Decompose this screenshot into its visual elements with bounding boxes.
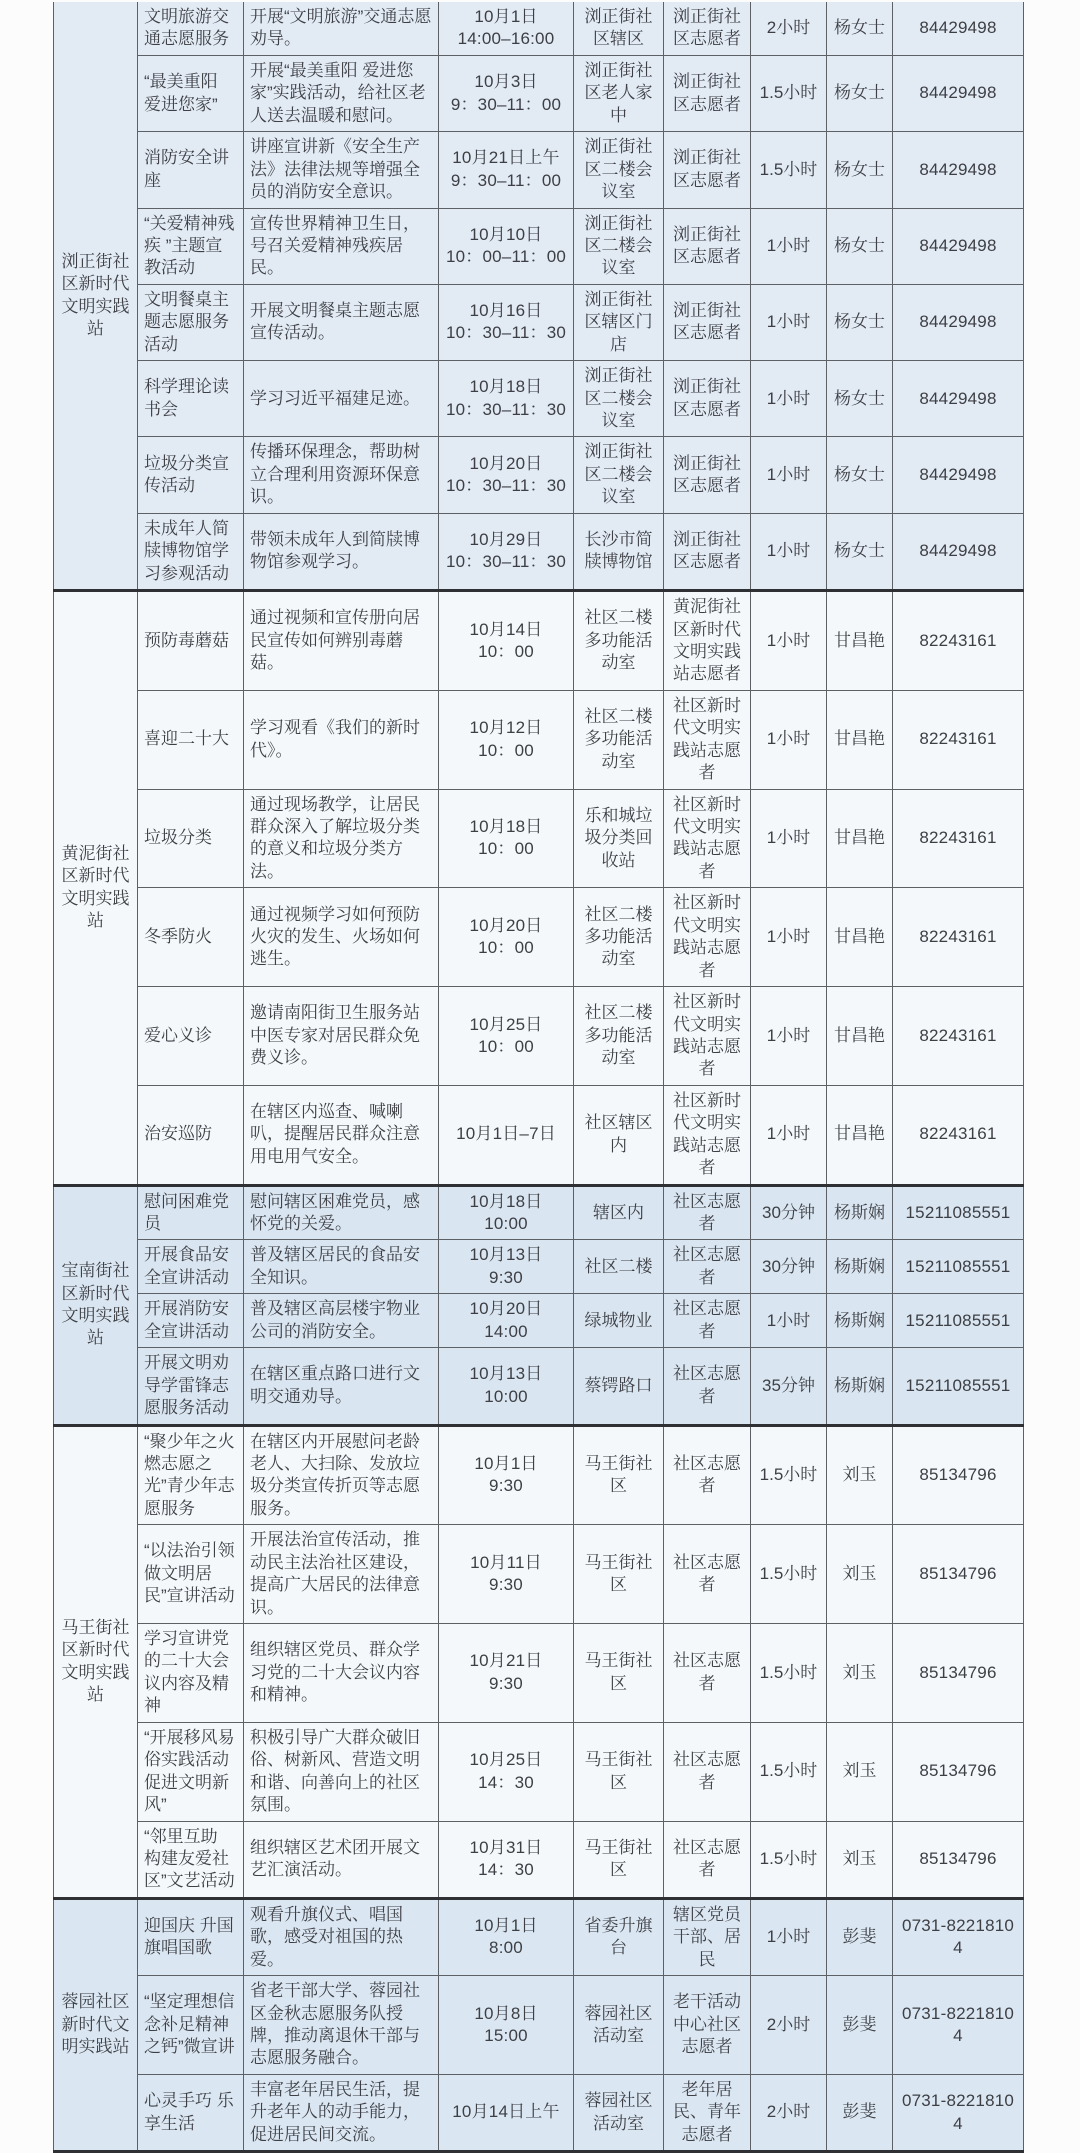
- activity-cell: 消防安全讲座: [138, 132, 244, 208]
- contact-cell: 甘昌艳: [827, 690, 893, 789]
- activity-cell: 喜迎二十大: [138, 690, 244, 789]
- time-cell: 10月13日 10:00: [439, 1348, 574, 1425]
- time-cell: 10月20日 10：00: [439, 888, 574, 987]
- table-body: [54, 2, 1024, 2152]
- description-cell: 讲座宣讲新《安全生产法》法律法规等增强全员的消防安全意识。: [244, 132, 439, 208]
- contact-cell: 杨女士: [827, 513, 893, 590]
- participants-cell: 辖区党员干部、居民: [664, 1898, 751, 1975]
- phone-cell: 85134796: [893, 1821, 1024, 1898]
- time-cell: 10月1日 8:00: [439, 1898, 574, 1975]
- description-cell: 开展“最美重阳 爱进您家”实践活动，给社区老人送去温暖和慰问。: [244, 55, 439, 131]
- time-cell: 10月1日 9:30: [439, 1425, 574, 1525]
- description-cell: 开展法治宣传活动，推动民主法治社区建设，提高广大居民的法律意识。: [244, 1525, 439, 1624]
- time-cell: 10月25日 10：00: [439, 987, 574, 1086]
- phone-cell: 82243161: [893, 591, 1024, 691]
- time-cell: 10月21日 9:30: [439, 1624, 574, 1723]
- location-cell: 社区辖区内: [574, 1085, 664, 1185]
- time-cell: 10月8日 15:00: [439, 1976, 574, 2075]
- participants-cell: 社区志愿者: [664, 1348, 751, 1425]
- activity-cell: “关爱精神残疾 ”主题宣教活动: [138, 208, 244, 284]
- volunteer-activity-table: [53, 2, 1024, 2153]
- participants-cell: 社区志愿者: [664, 1185, 751, 1240]
- duration-cell: 2小时: [751, 1976, 827, 2075]
- table-row: [54, 513, 1024, 590]
- location-cell: 辖区内: [574, 1185, 664, 1240]
- activity-cell: 开展消防安全宣讲活动: [138, 1294, 244, 1348]
- location-cell: 马王街社区: [574, 1624, 664, 1723]
- table-row: [54, 1348, 1024, 1425]
- location-cell: 社区二楼多功能活动室: [574, 987, 664, 1086]
- phone-cell: 85134796: [893, 1425, 1024, 1525]
- description-cell: 慰问辖区困难党员，感怀党的关爱。: [244, 1185, 439, 1240]
- table-row: [54, 2074, 1024, 2151]
- participants-cell: 浏正街社区志愿者: [664, 132, 751, 208]
- station-name-cell: 浏正街社区新时代文明实践站: [54, 2, 138, 591]
- duration-cell: 1小时: [751, 437, 827, 513]
- description-cell: 通过视频和宣传册向居民宣传如何辨别毒蘑菇。: [244, 591, 439, 691]
- phone-cell: 84429498: [893, 55, 1024, 131]
- description-cell: 开展文明餐桌主题志愿宣传活动。: [244, 284, 439, 360]
- phone-cell: 84429498: [893, 132, 1024, 208]
- description-cell: 组织辖区艺术团开展文艺汇演活动。: [244, 1821, 439, 1898]
- duration-cell: 1.5小时: [751, 1525, 827, 1624]
- participants-cell: 社区新时代文明实践站志愿者: [664, 789, 751, 888]
- duration-cell: 1小时: [751, 284, 827, 360]
- time-cell: 10月18日 10:00: [439, 1185, 574, 1240]
- activity-cell: 文明餐桌主题志愿服务活动: [138, 284, 244, 360]
- table-row: [54, 55, 1024, 131]
- phone-cell: 82243161: [893, 987, 1024, 1086]
- phone-cell: 82243161: [893, 1085, 1024, 1185]
- participants-cell: 黄泥街社区新时代文明实践站志愿者: [664, 591, 751, 691]
- activity-cell: 学习宣讲党的二十大会议内容及精神: [138, 1624, 244, 1723]
- phone-cell: 82243161: [893, 690, 1024, 789]
- contact-cell: 杨斯娴: [827, 1348, 893, 1425]
- description-cell: 在辖区内开展慰问老龄老人、大扫除、发放垃圾分类宣传折页等志愿服务。: [244, 1425, 439, 1525]
- contact-cell: 刘玉: [827, 1821, 893, 1898]
- activity-cell: 垃圾分类宣传活动: [138, 437, 244, 513]
- table-row: [54, 1425, 1024, 1525]
- contact-cell: 杨女士: [827, 55, 893, 131]
- contact-cell: 杨女士: [827, 132, 893, 208]
- activity-cell: “聚少年之火 燃志愿之光”青少年志愿服务: [138, 1425, 244, 1525]
- activity-schedule-table: [53, 2, 1024, 2153]
- duration-cell: 1小时: [751, 690, 827, 789]
- time-cell: 10月14日上午: [439, 2074, 574, 2151]
- table-row: [54, 789, 1024, 888]
- location-cell: 浏正街社区二楼会议室: [574, 361, 664, 437]
- contact-cell: 杨斯娴: [827, 1240, 893, 1294]
- table-row: [54, 888, 1024, 987]
- contact-cell: 甘昌艳: [827, 987, 893, 1086]
- phone-cell: 82243161: [893, 789, 1024, 888]
- time-cell: 10月10日 10：00–11：00: [439, 208, 574, 284]
- table-row: [54, 987, 1024, 1086]
- location-cell: 马王街社区: [574, 1722, 664, 1821]
- contact-cell: 彭斐: [827, 1976, 893, 2075]
- phone-cell: 84429498: [893, 208, 1024, 284]
- duration-cell: 30分钟: [751, 1240, 827, 1294]
- contact-cell: 刘玉: [827, 1722, 893, 1821]
- participants-cell: 社区新时代文明实践站志愿者: [664, 1085, 751, 1185]
- location-cell: 浏正街社区辖区: [574, 2, 664, 55]
- location-cell: 蔡锷路口: [574, 1348, 664, 1425]
- duration-cell: 1小时: [751, 1085, 827, 1185]
- participants-cell: 社区志愿者: [664, 1240, 751, 1294]
- description-cell: 普及辖区居民的食品安全知识。: [244, 1240, 439, 1294]
- table-row: [54, 1085, 1024, 1185]
- table-row: [54, 2, 1024, 55]
- phone-cell: 84429498: [893, 361, 1024, 437]
- time-cell: 10月18日 10：00: [439, 789, 574, 888]
- duration-cell: 1小时: [751, 1294, 827, 1348]
- table-row: [54, 591, 1024, 691]
- location-cell: 绿城物业: [574, 1294, 664, 1348]
- duration-cell: 1小时: [751, 789, 827, 888]
- contact-cell: 彭斐: [827, 1898, 893, 1975]
- participants-cell: 浏正街社区志愿者: [664, 2, 751, 55]
- location-cell: 长沙市简牍博物馆: [574, 513, 664, 590]
- participants-cell: 社区志愿者: [664, 1722, 751, 1821]
- description-cell: 丰富老年居民生活，提升老年人的动手能力，促进居民间交流。: [244, 2074, 439, 2151]
- location-cell: 蓉园社区活动室: [574, 1976, 664, 2075]
- participants-cell: 社区新时代文明实践站志愿者: [664, 690, 751, 789]
- location-cell: 浏正街社区老人家中: [574, 55, 664, 131]
- activity-cell: 爱心义诊: [138, 987, 244, 1086]
- description-cell: 邀请南阳街卫生服务站中医专家对居民群众免费义诊。: [244, 987, 439, 1086]
- phone-cell: 15211085551: [893, 1185, 1024, 1240]
- participants-cell: 浏正街社区志愿者: [664, 513, 751, 590]
- activity-cell: 文明旅游交通志愿服务: [138, 2, 244, 55]
- activity-cell: 科学理论读书会: [138, 361, 244, 437]
- table-row: [54, 1976, 1024, 2075]
- participants-cell: 浏正街社区志愿者: [664, 284, 751, 360]
- table-row: [54, 132, 1024, 208]
- duration-cell: 1.5小时: [751, 55, 827, 131]
- time-cell: 10月25日 14：30: [439, 1722, 574, 1821]
- time-cell: 10月21日上午 9：30–11：00: [439, 132, 574, 208]
- activity-cell: 预防毒蘑菇: [138, 591, 244, 691]
- time-cell: 10月29日 10：30–11：30: [439, 513, 574, 590]
- participants-cell: 社区新时代文明实践站志愿者: [664, 987, 751, 1086]
- participants-cell: 社区新时代文明实践站志愿者: [664, 888, 751, 987]
- location-cell: 蓉园社区活动室: [574, 2074, 664, 2151]
- duration-cell: 1.5小时: [751, 1722, 827, 1821]
- phone-cell: 82243161: [893, 888, 1024, 987]
- time-cell: 10月13日 9:30: [439, 1240, 574, 1294]
- phone-cell: 0731-82218104: [893, 2074, 1024, 2151]
- location-cell: 浏正街社区二楼会议室: [574, 132, 664, 208]
- activity-cell: 治安巡防: [138, 1085, 244, 1185]
- description-cell: 通过视频学习如何预防火灾的发生、火场如何逃生。: [244, 888, 439, 987]
- duration-cell: 1小时: [751, 513, 827, 590]
- description-cell: 带领未成年人到简牍博物馆参观学习。: [244, 513, 439, 590]
- location-cell: 浏正街社区辖区门店: [574, 284, 664, 360]
- station-name-cell: 黄泥街社区新时代文明实践站: [54, 591, 138, 1186]
- table-row: [54, 1294, 1024, 1348]
- time-cell: 10月20日 10：30–11：30: [439, 437, 574, 513]
- participants-cell: 社区志愿者: [664, 1525, 751, 1624]
- participants-cell: 老干活动中心社区志愿者: [664, 1976, 751, 2075]
- activity-cell: “最美重阳 爱进您家”: [138, 55, 244, 131]
- phone-cell: 15211085551: [893, 1240, 1024, 1294]
- duration-cell: 1.5小时: [751, 1425, 827, 1525]
- activity-cell: 慰问困难党员: [138, 1185, 244, 1240]
- description-cell: 普及辖区高层楼宇物业公司的消防安全。: [244, 1294, 439, 1348]
- description-cell: 在辖区内巡查、喊喇叭，提醒居民群众注意用电用气安全。: [244, 1085, 439, 1185]
- location-cell: 马王街社区: [574, 1525, 664, 1624]
- activity-cell: “以法治引领 做文明居民”宣讲活动: [138, 1525, 244, 1624]
- contact-cell: 杨女士: [827, 361, 893, 437]
- station-name-cell: 马王街社区新时代文明实践站: [54, 1425, 138, 1898]
- time-cell: 10月11日 9:30: [439, 1525, 574, 1624]
- duration-cell: 2小时: [751, 2074, 827, 2151]
- location-cell: 社区二楼: [574, 1240, 664, 1294]
- location-cell: 马王街社区: [574, 1425, 664, 1525]
- contact-cell: 刘玉: [827, 1425, 893, 1525]
- table-row: [54, 437, 1024, 513]
- table-row: [54, 1898, 1024, 1975]
- time-cell: 10月1日–7日: [439, 1085, 574, 1185]
- participants-cell: 社区志愿者: [664, 1294, 751, 1348]
- phone-cell: 84429498: [893, 513, 1024, 590]
- phone-cell: 15211085551: [893, 1294, 1024, 1348]
- participants-cell: 浏正街社区志愿者: [664, 437, 751, 513]
- description-cell: 开展“文明旅游”交通志愿劝导。: [244, 2, 439, 55]
- contact-cell: 杨斯娴: [827, 1294, 893, 1348]
- description-cell: 观看升旗仪式、唱国歌，感受对祖国的热爱。: [244, 1898, 439, 1975]
- contact-cell: 甘昌艳: [827, 1085, 893, 1185]
- location-cell: 社区二楼多功能活动室: [574, 888, 664, 987]
- location-cell: 社区二楼多功能活动室: [574, 690, 664, 789]
- activity-cell: 垃圾分类: [138, 789, 244, 888]
- duration-cell: 1.5小时: [751, 132, 827, 208]
- table-row: [54, 1240, 1024, 1294]
- duration-cell: 1小时: [751, 888, 827, 987]
- contact-cell: 杨女士: [827, 2, 893, 55]
- contact-cell: 杨女士: [827, 437, 893, 513]
- location-cell: 浏正街社区二楼会议室: [574, 208, 664, 284]
- participants-cell: 社区志愿者: [664, 1821, 751, 1898]
- location-cell: 省委升旗台: [574, 1898, 664, 1975]
- contact-cell: 杨女士: [827, 208, 893, 284]
- phone-cell: 84429498: [893, 2, 1024, 55]
- activity-cell: “邻里互助 构建友爱社区”文艺活动: [138, 1821, 244, 1898]
- table-row: [54, 1821, 1024, 1898]
- table-row: [54, 284, 1024, 360]
- contact-cell: 甘昌艳: [827, 591, 893, 691]
- time-cell: 10月3日 9：30–11：00: [439, 55, 574, 131]
- activity-cell: 冬季防火: [138, 888, 244, 987]
- activity-cell: 心灵手巧 乐享生活: [138, 2074, 244, 2151]
- phone-cell: 84429498: [893, 284, 1024, 360]
- description-cell: 省老干部大学、蓉园社区金秋志愿服务队授牌，推动离退休干部与志愿服务融合。: [244, 1976, 439, 2075]
- phone-cell: 0731-82218104: [893, 1976, 1024, 2075]
- activity-cell: “开展移风易俗实践活动 促进文明新风”: [138, 1722, 244, 1821]
- duration-cell: 2小时: [751, 2, 827, 55]
- contact-cell: 杨女士: [827, 284, 893, 360]
- time-cell: 10月20日 14:00: [439, 1294, 574, 1348]
- duration-cell: 1.5小时: [751, 1624, 827, 1723]
- contact-cell: 彭斐: [827, 2074, 893, 2151]
- time-cell: 10月16日 10：30–11：30: [439, 284, 574, 360]
- location-cell: 乐和城垃圾分类回收站: [574, 789, 664, 888]
- location-cell: 浏正街社区二楼会议室: [574, 437, 664, 513]
- description-cell: 积极引导广大群众破旧俗、树新风、营造文明和谐、向善向上的社区氛围。: [244, 1722, 439, 1821]
- contact-cell: 甘昌艳: [827, 888, 893, 987]
- time-cell: 10月31日 14：30: [439, 1821, 574, 1898]
- duration-cell: 1小时: [751, 1898, 827, 1975]
- station-name-cell: 宝南街社区新时代文明实践站: [54, 1185, 138, 1425]
- phone-cell: 0731-82218104: [893, 1898, 1024, 1975]
- duration-cell: 1小时: [751, 361, 827, 437]
- activity-cell: “坚定理想信念补足精神之钙”微宣讲: [138, 1976, 244, 2075]
- station-name-cell: 蓉园社区新时代文明实践站: [54, 1898, 138, 2151]
- phone-cell: 85134796: [893, 1624, 1024, 1723]
- description-cell: 学习习近平福建足迹。: [244, 361, 439, 437]
- duration-cell: 1小时: [751, 208, 827, 284]
- duration-cell: 35分钟: [751, 1348, 827, 1425]
- participants-cell: 浏正街社区志愿者: [664, 361, 751, 437]
- table-row: [54, 208, 1024, 284]
- location-cell: 社区二楼多功能活动室: [574, 591, 664, 691]
- activity-cell: 开展食品安全宣讲活动: [138, 1240, 244, 1294]
- duration-cell: 1.5小时: [751, 1821, 827, 1898]
- time-cell: 10月12日 10：00: [439, 690, 574, 789]
- activity-cell: 未成年人简牍博物馆学习参观活动: [138, 513, 244, 590]
- duration-cell: 1小时: [751, 591, 827, 691]
- table-row: [54, 361, 1024, 437]
- description-cell: 在辖区重点路口进行文明交通劝导。: [244, 1348, 439, 1425]
- participants-cell: 老年居民、青年志愿者: [664, 2074, 751, 2151]
- duration-cell: 1小时: [751, 987, 827, 1086]
- participants-cell: 浏正街社区志愿者: [664, 55, 751, 131]
- location-cell: 马王街社区: [574, 1821, 664, 1898]
- phone-cell: 85134796: [893, 1722, 1024, 1821]
- time-cell: 10月1日 14:00–16:00: [439, 2, 574, 55]
- phone-cell: 84429498: [893, 437, 1024, 513]
- contact-cell: 刘玉: [827, 1525, 893, 1624]
- description-cell: 组织辖区党员、群众学习党的二十大会议内容和精神。: [244, 1624, 439, 1723]
- participants-cell: 社区志愿者: [664, 1425, 751, 1525]
- description-cell: 宣传世界精神卫生日，号召关爱精神残疾居民。: [244, 208, 439, 284]
- duration-cell: 30分钟: [751, 1185, 827, 1240]
- participants-cell: 浏正街社区志愿者: [664, 208, 751, 284]
- phone-cell: 15211085551: [893, 1348, 1024, 1425]
- table-row: [54, 1525, 1024, 1624]
- description-cell: 通过现场教学，让居民群众深入了解垃圾分类的意义和垃圾分类方法。: [244, 789, 439, 888]
- table-row: [54, 1624, 1024, 1723]
- time-cell: 10月18日 10：30–11：30: [439, 361, 574, 437]
- description-cell: 学习观看《我们的新时代》。: [244, 690, 439, 789]
- activity-cell: 开展文明劝导学雷锋志愿服务活动: [138, 1348, 244, 1425]
- time-cell: 10月14日 10：00: [439, 591, 574, 691]
- contact-cell: 杨斯娴: [827, 1185, 893, 1240]
- table-row: [54, 1722, 1024, 1821]
- participants-cell: 社区志愿者: [664, 1624, 751, 1723]
- description-cell: 传播环保理念，帮助树立合理利用资源环保意识。: [244, 437, 439, 513]
- contact-cell: 刘玉: [827, 1624, 893, 1723]
- table-row: [54, 1185, 1024, 1240]
- contact-cell: 甘昌艳: [827, 789, 893, 888]
- activity-cell: 迎国庆 升国旗唱国歌: [138, 1898, 244, 1975]
- table-row: [54, 690, 1024, 789]
- phone-cell: 85134796: [893, 1525, 1024, 1624]
